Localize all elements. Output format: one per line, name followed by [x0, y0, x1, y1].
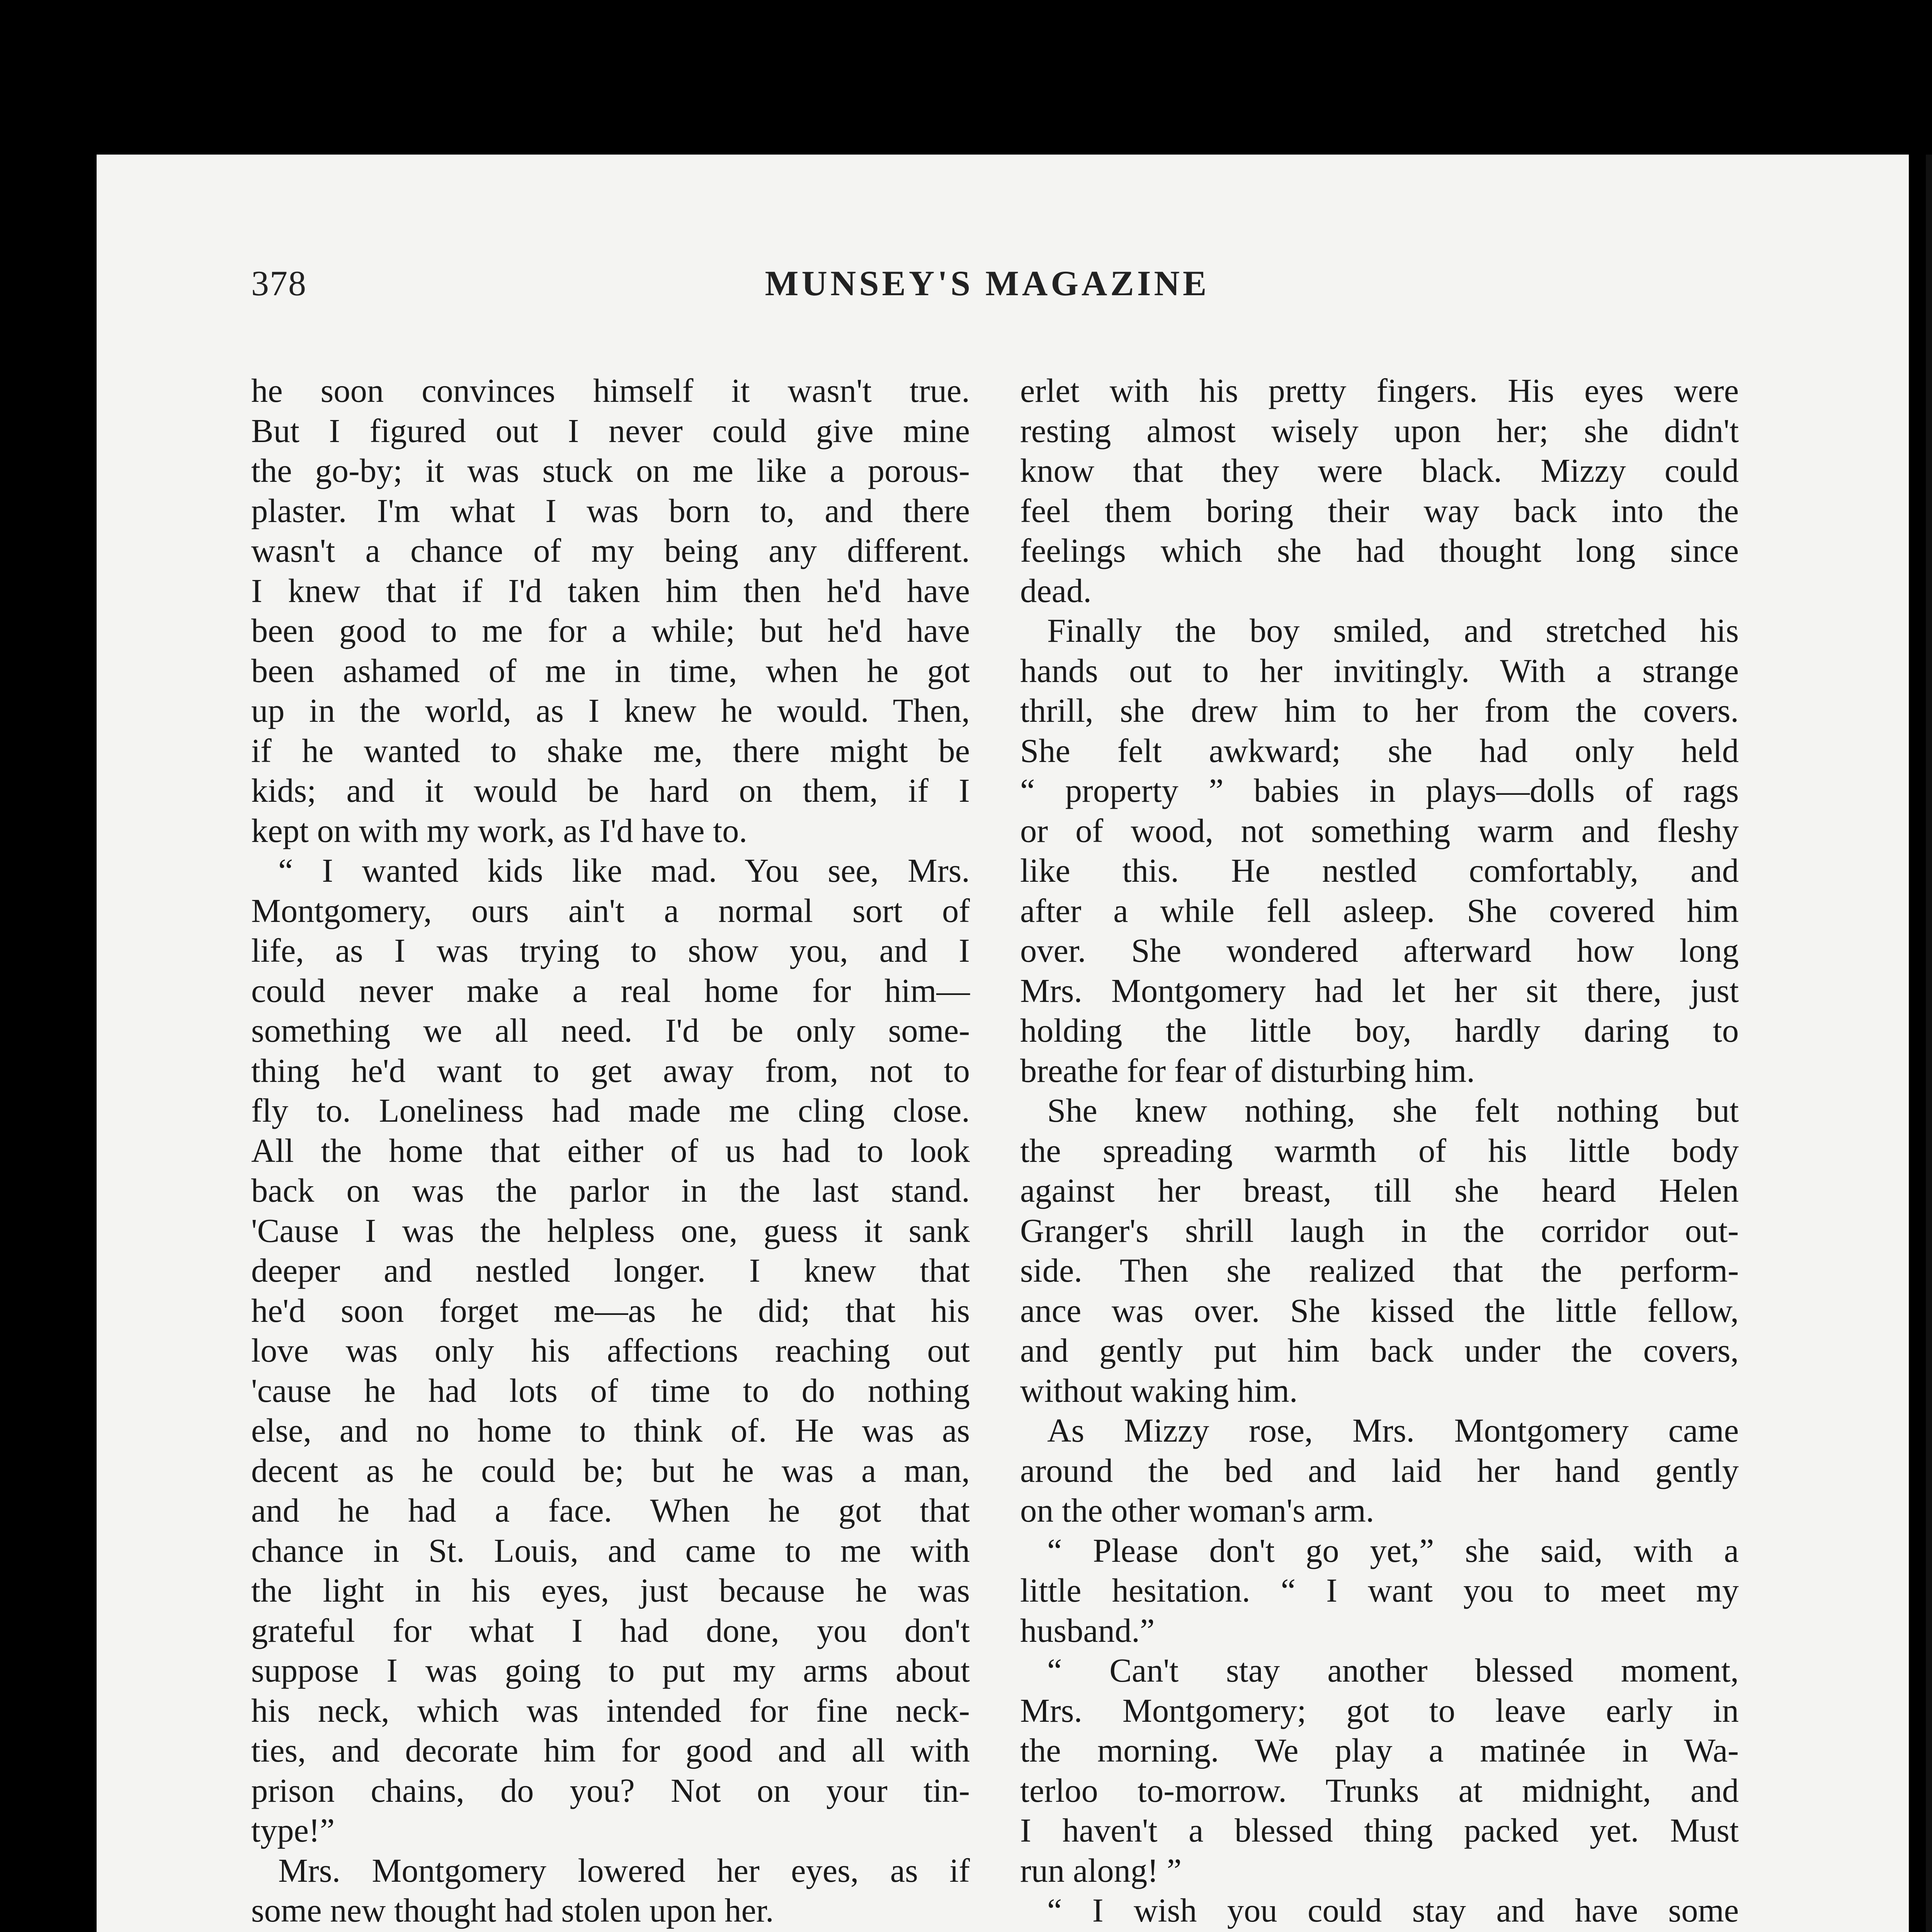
text-line: his neck, which was intended for fine neck-	[251, 1692, 970, 1729]
text-line: something we all need. I'd be only some-	[251, 1012, 970, 1049]
text-line: I knew that if I'd taken him then he'd have	[251, 572, 970, 609]
text-line: around the bed and laid her hand gently	[1020, 1452, 1739, 1489]
text-line: Finally the boy smiled, and stretched his	[1047, 612, 1739, 649]
text-line: run along! ”	[1020, 1852, 1182, 1889]
text-line: fly to. Loneliness had made me cling close.	[251, 1092, 970, 1129]
text-line: plaster. I'm what I was born to, and there	[251, 492, 970, 529]
text-line: life, as I was trying to show you, and I	[251, 932, 970, 969]
text-line: husband.”	[1020, 1612, 1155, 1649]
text-line: “ property ” babies in plays—dolls of rags	[1020, 772, 1739, 809]
text-line: “ Please don't go yet,” she said, with a	[1047, 1532, 1739, 1569]
text-line: kept on with my work, as I'd have to.	[251, 812, 748, 849]
text-line: holding the little boy, hardly daring to	[1020, 1012, 1739, 1049]
text-line: Mrs. Montgomery lowered her eyes, as if	[278, 1852, 970, 1889]
text-line: “ Can't stay another blessed moment,	[1047, 1652, 1739, 1689]
text-line: without waking him.	[1020, 1372, 1298, 1409]
text-line: kids; and it would be hard on them, if I	[251, 772, 970, 809]
page-header	[251, 263, 1723, 325]
text-line	[251, 1931, 970, 1932]
text-line	[1020, 1931, 1739, 1932]
right-text-column	[1020, 371, 1739, 1932]
text-line: decent as he could be; but he was a man,	[251, 1452, 970, 1489]
text-line: the light in his eyes, just because he was	[251, 1572, 970, 1609]
text-line: if he wanted to shake me, there might be	[251, 732, 970, 769]
text-line: and he had a face. When he got that	[251, 1492, 970, 1529]
text-line: dead.	[1020, 572, 1092, 609]
text-line: he soon convinces himself it wasn't true.	[251, 372, 970, 409]
text-line: thing he'd want to get away from, not to	[251, 1052, 970, 1089]
text-line: As Mizzy rose, Mrs. Montgomery came	[1047, 1412, 1739, 1449]
magazine-page	[97, 155, 1909, 1932]
page-edge-shadow	[1926, 155, 1932, 1932]
text-line: feel them boring their way back into the	[1020, 492, 1739, 529]
text-line: the morning. We play a matinée in Wa-	[1020, 1732, 1739, 1769]
left-text-column	[251, 371, 970, 1932]
text-line: 'Cause I was the helpless one, guess it sank	[251, 1212, 970, 1249]
text-line: love was only his affections reaching out	[251, 1332, 970, 1369]
text-line: could never make a real home for him—	[251, 972, 970, 1009]
text-line: “ I wish you could stay and have some	[1047, 1892, 1739, 1929]
text-line: deeper and nestled longer. I knew that	[251, 1252, 970, 1289]
text-line: on the other woman's arm.	[1020, 1492, 1374, 1529]
text-line: I haven't a blessed thing packed yet. Must	[1020, 1812, 1739, 1849]
text-line: or of wood, not something warm and fleshy	[1020, 812, 1739, 849]
text-line: the spreading warmth of his little body	[1020, 1132, 1739, 1169]
text-line: hands out to her invitingly. With a strange	[1020, 652, 1739, 689]
text-line: he'd soon forget me—as he did; that his	[251, 1292, 970, 1329]
text-line: grateful for what I had done, you don't	[251, 1612, 970, 1649]
text-line: suppose I was going to put my arms about	[251, 1652, 970, 1689]
text-line: know that they were black. Mizzy could	[1020, 452, 1739, 489]
text-line: side. Then she realized that the perform-	[1020, 1252, 1739, 1289]
text-line: But I figured out I never could give mine	[251, 412, 970, 449]
text-line: some new thought had stolen upon her.	[251, 1892, 774, 1929]
page-number: 378	[251, 264, 307, 303]
running-title: MUNSEY'S MAGAZINE	[765, 264, 1210, 303]
text-line: resting almost wisely upon her; she didn't	[1020, 412, 1739, 449]
text-line: erlet with his pretty fingers. His eyes were	[1020, 372, 1739, 409]
text-line: Mrs. Montgomery had let her sit there, just	[1020, 972, 1739, 1009]
text-line: terloo to-morrow. Trunks at midnight, and	[1020, 1772, 1739, 1809]
text-line: the go-by; it was stuck on me like a porous-	[251, 452, 970, 489]
text-line: ance was over. She kissed the little fellow,	[1020, 1292, 1739, 1329]
text-line: type!”	[251, 1812, 335, 1849]
text-line: breathe for fear of disturbing him.	[1020, 1052, 1475, 1089]
text-line: She felt awkward; she had only held	[1020, 732, 1739, 769]
text-line: against her breast, till she heard Helen	[1020, 1172, 1739, 1209]
text-line: prison chains, do you? Not on your tin-	[251, 1772, 970, 1809]
text-line: “ I wanted kids like mad. You see, Mrs.	[278, 852, 970, 889]
text-line: feelings which she had thought long since	[1020, 532, 1739, 569]
text-line: Granger's shrill laugh in the corridor out-	[1020, 1212, 1739, 1249]
text-line: ties, and decorate him for good and all with	[251, 1732, 970, 1769]
text-line: else, and no home to think of. He was as	[251, 1412, 970, 1449]
text-line: and gently put him back under the covers,	[1020, 1332, 1739, 1369]
text-line: 'cause he had lots of time to do nothing	[251, 1372, 970, 1409]
text-line: wasn't a chance of my being any different.	[251, 532, 970, 569]
text-line: back on was the parlor in the last stand.	[251, 1172, 970, 1209]
text-line: chance in St. Louis, and came to me with	[251, 1532, 970, 1569]
text-line: Mrs. Montgomery; got to leave early in	[1020, 1692, 1739, 1729]
text-line: up in the world, as I knew he would. Then,	[251, 692, 970, 729]
text-line: little hesitation. “ I want you to meet my	[1020, 1572, 1739, 1609]
text-line: She knew nothing, she felt nothing but	[1047, 1092, 1739, 1129]
text-line: All the home that either of us had to look	[251, 1132, 970, 1169]
text-line: over. She wondered afterward how long	[1020, 932, 1739, 969]
text-line: thrill, she drew him to her from the covers.	[1020, 692, 1739, 729]
text-line: after a while fell asleep. She covered him	[1020, 892, 1739, 929]
text-line: been good to me for a while; but he'd have	[251, 612, 970, 649]
text-line: like this. He nestled comfortably, and	[1020, 852, 1739, 889]
text-line: Montgomery, ours ain't a normal sort of	[251, 892, 970, 929]
text-line: been ashamed of me in time, when he got	[251, 652, 970, 689]
